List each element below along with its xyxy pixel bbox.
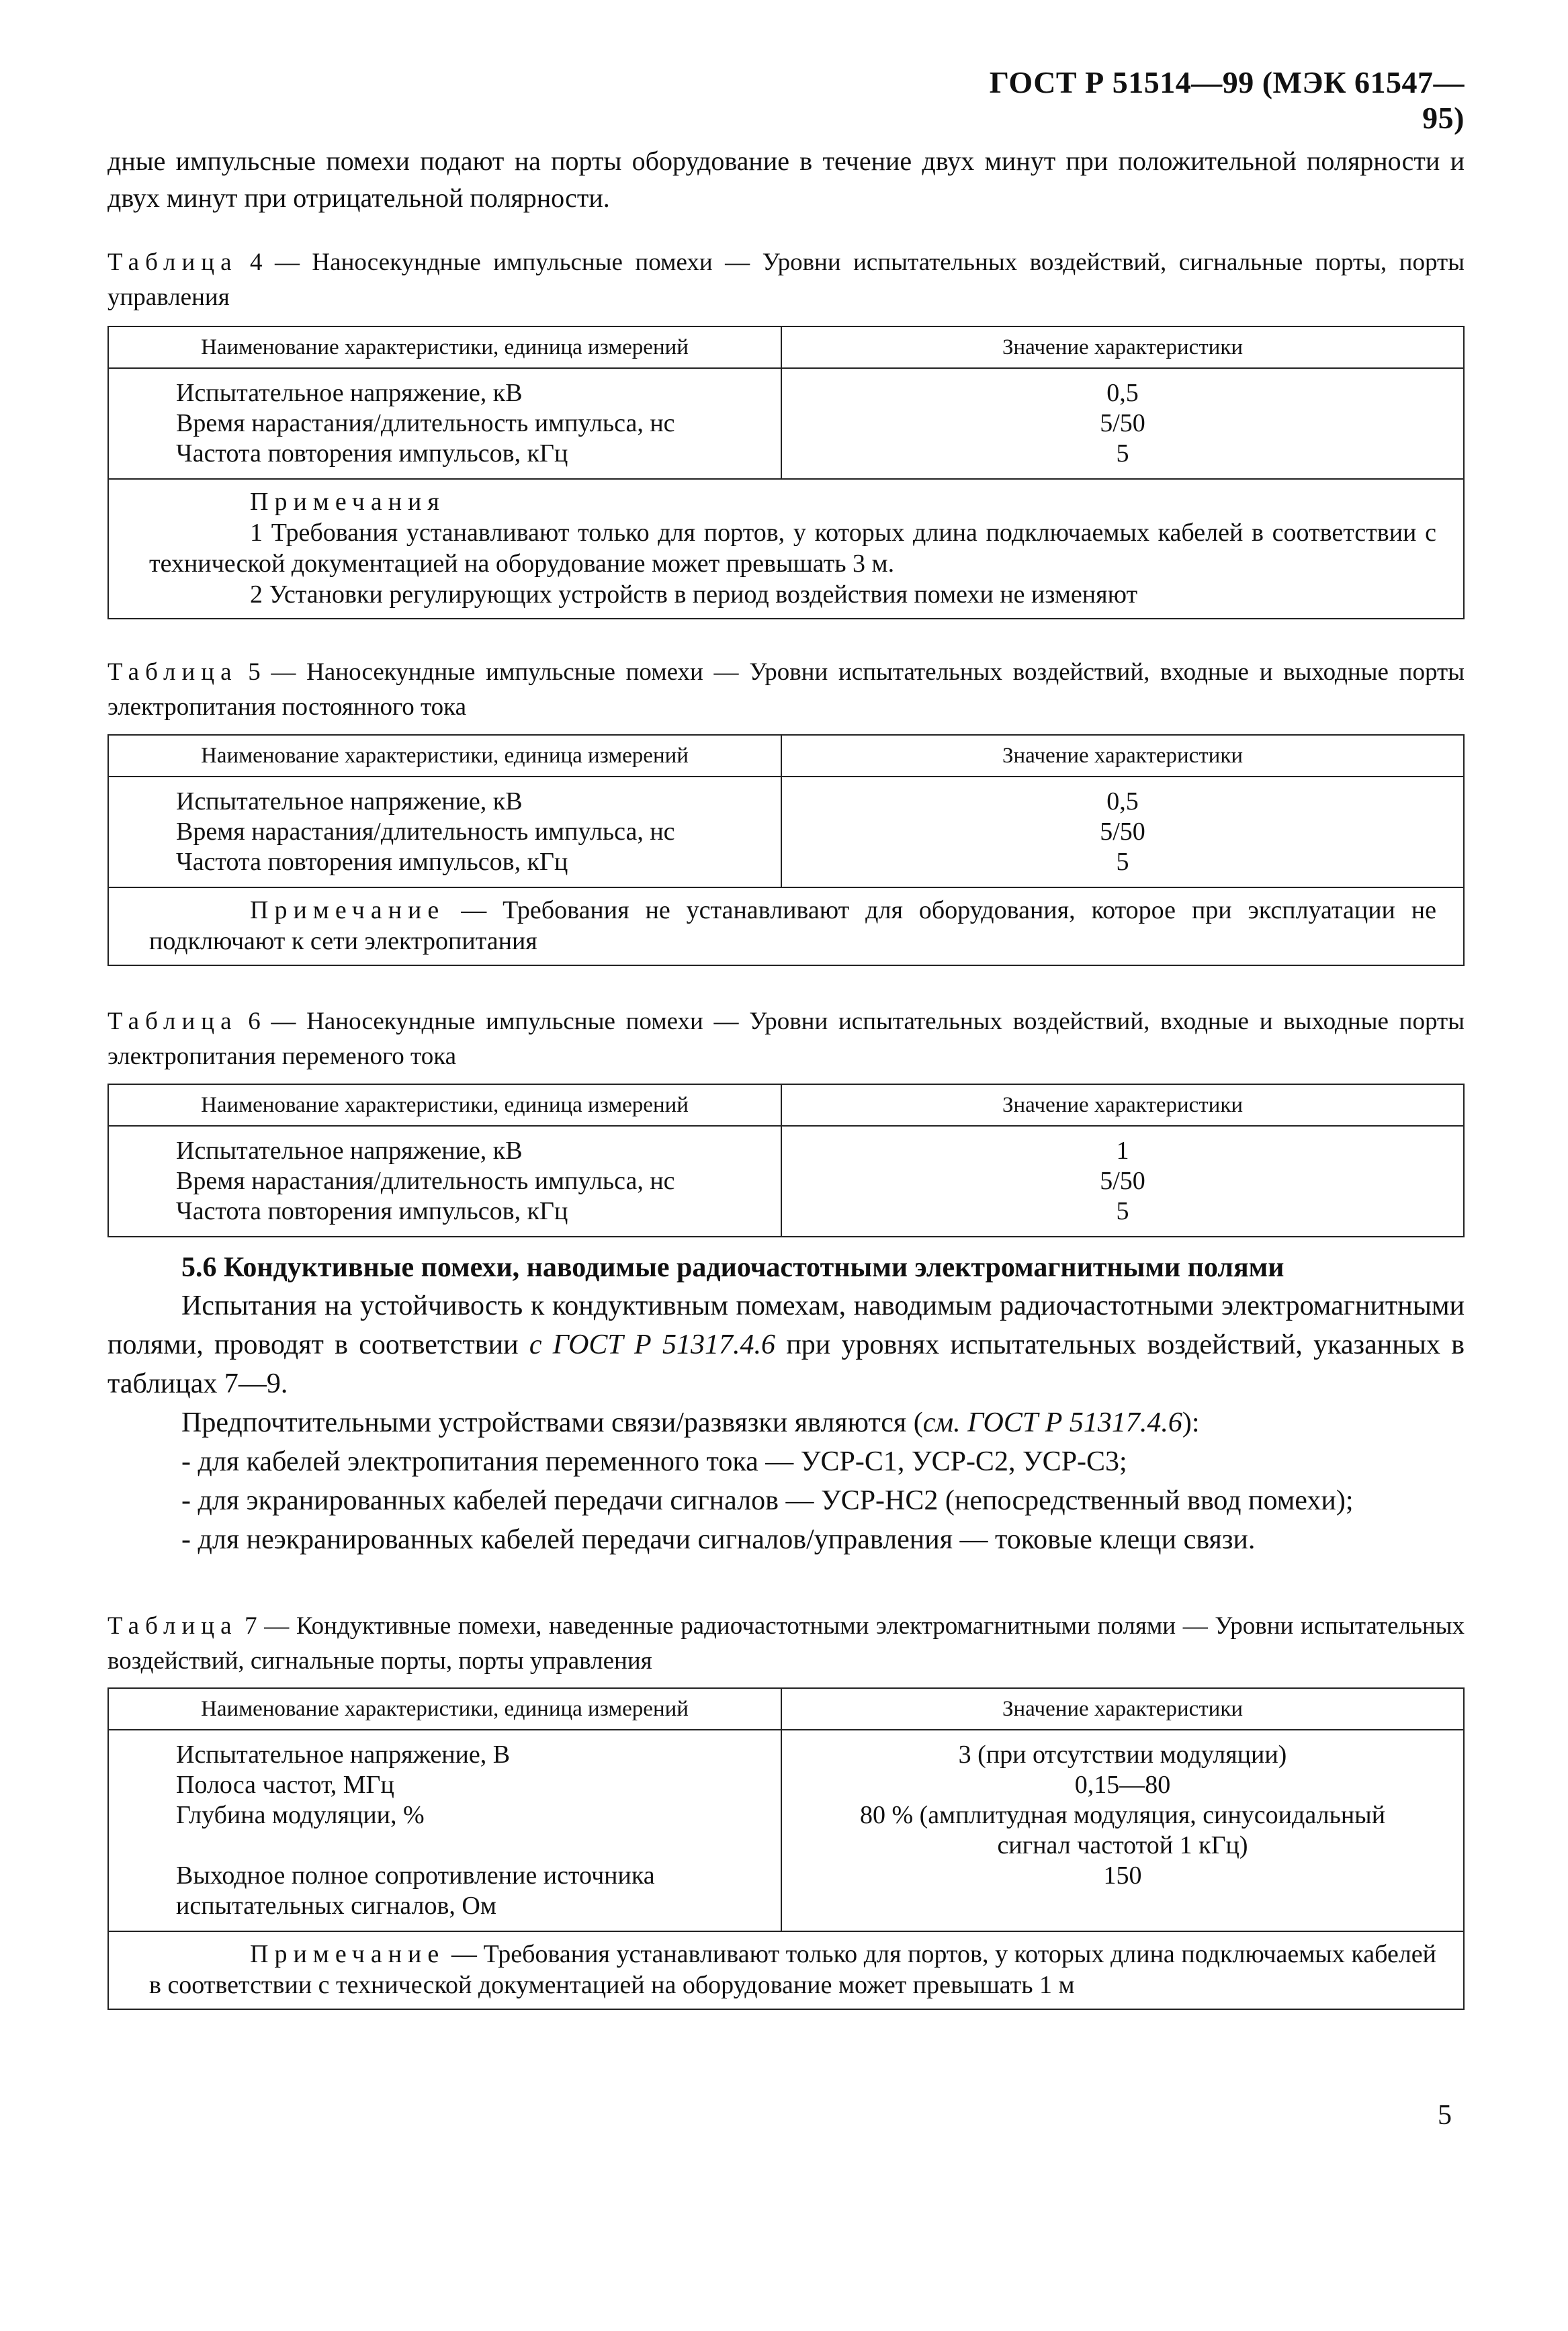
note-label: Примечание: [250, 1940, 445, 1968]
row-value: 5: [1116, 439, 1129, 468]
section-body: [107, 1286, 1465, 1559]
row-value: 80 % (амплитудная модуляция, синусоидальный сигнал частотой 1 кГц): [859, 1801, 1386, 1859]
row-name: Выходное полное сопротивление источника испытательных сигналов, Ом: [176, 1861, 655, 1920]
note-2: 2 Установки регулирующих устройств в период воздействия помехи не изменяют: [250, 580, 1138, 609]
standard-reference: с ГОСТ Р 51317.4.6: [529, 1329, 775, 1360]
names-cell: [108, 1126, 781, 1237]
notes-cell: [108, 479, 1464, 619]
paragraph-text: при уровнях испытательных воздействий, указанных в таблицах 7—9.: [107, 1329, 1465, 1399]
values-cell: [781, 777, 1464, 887]
table-5-caption: [107, 655, 1465, 725]
table-6: [107, 1084, 1465, 1237]
row-name: Испытательное напряжение, кВ: [176, 787, 523, 816]
row-name: Частота повторения импульсов, кГц: [176, 1197, 568, 1225]
row-value: 5/50: [1100, 409, 1145, 437]
row-value: 150: [1103, 1861, 1142, 1890]
table-6-caption: [107, 1004, 1465, 1074]
row-name: Частота повторения импульсов, кГц: [176, 439, 568, 468]
intro-paragraph: дные импульсные помехи подают на порты оборудование в течение двух минут при положительной полярности и двух минут при отрицательной полярности.: [107, 146, 1465, 213]
table-7: [107, 1687, 1465, 2010]
caption-text: 5 — Наносекундные импульсные помехи — Уровни испытательных воздействий, входные и выходные порты электропитания постоянного тока: [107, 658, 1465, 721]
note-text: — Требования не устанавливают для оборудования, которое при эксплуатации не подключают к сети электропитания: [149, 896, 1437, 955]
row-value: 5: [1116, 848, 1129, 876]
row-value: 0,5: [1106, 379, 1139, 407]
row-value: 0,5: [1106, 787, 1139, 816]
note-label: Примечание: [250, 896, 445, 924]
column-header-name: Наименование характеристики, единица измерений: [108, 735, 781, 777]
row-name: Испытательное напряжение, кВ: [176, 1137, 523, 1165]
values-cell: [781, 368, 1464, 479]
caption-label: Таблица: [107, 1612, 238, 1640]
note-cell: [108, 1931, 1464, 2009]
table-5: [107, 734, 1465, 966]
list-item: - для кабелей электропитания переменного тока — УСР-С1, УСР-С2, УСР-С3;: [181, 1446, 1127, 1477]
section-paragraph-2: [107, 1403, 1465, 1442]
row-value: 5/50: [1100, 818, 1145, 846]
caption-text: 4 — Наносекундные импульсные помехи — Уровни испытательных воздействий, сигнальные порты, порты управления: [107, 249, 1465, 311]
names-cell: [108, 777, 781, 887]
list-item: - для неэкранированных кабелей передачи сигналов/управления — токовые клещи связи.: [181, 1524, 1256, 1555]
row-value: 5/50: [1100, 1167, 1145, 1195]
column-header-name: Наименование характеристики, единица измерений: [108, 1084, 781, 1126]
row-name: Испытательное напряжение, В: [176, 1741, 511, 1769]
column-header-value: Значение характеристики: [781, 326, 1464, 368]
section-title: 5.6 Кондуктивные помехи, наводимые радиочастотными электромагнитными полями: [181, 1252, 1284, 1283]
row-name: Испытательное напряжение, кВ: [176, 379, 523, 407]
table-4-caption: [107, 245, 1465, 315]
document-header: ГОСТ Р 51514—99 (МЭК 61547—95): [989, 65, 1465, 135]
paragraph-text: Предпочтительными устройствами связи/развязки являются (: [181, 1407, 923, 1438]
column-header-name: Наименование характеристики, единица измерений: [108, 1688, 781, 1730]
row-value: 0,15—80: [1074, 1771, 1171, 1799]
paragraph-text: ):: [1182, 1407, 1200, 1438]
column-header-value: Значение характеристики: [781, 1688, 1464, 1730]
table-4: [107, 326, 1465, 619]
note-text: — Требования устанавливают только для портов, у которых длина подключаемых кабелей в соответствии с технической документацией на оборудование может превышать 1 м: [149, 1940, 1436, 1999]
column-header-value: Значение характеристики: [781, 1084, 1464, 1126]
values-cell: [781, 1126, 1464, 1237]
note-cell: [108, 887, 1464, 965]
row-name: Частота повторения импульсов, кГц: [176, 848, 568, 876]
column-header-name: Наименование характеристики, единица измерений: [108, 326, 781, 368]
caption-text: 6 — Наносекундные импульсные помехи — Уровни испытательных воздействий, входные и выходные порты электропитания переменого тока: [107, 1008, 1465, 1070]
table-7-caption: [107, 1609, 1465, 1679]
row-value: 3 (при отсутствии модуляции): [958, 1741, 1287, 1769]
caption-label: Таблица: [107, 1008, 238, 1035]
names-cell: [108, 1730, 781, 1931]
column-header-value: Значение характеристики: [781, 735, 1464, 777]
row-name: Время нарастания/длительность импульса, нс: [176, 1167, 675, 1195]
page-number: 5: [1438, 2100, 1452, 2131]
standard-reference: см. ГОСТ Р 51317.4.6: [922, 1407, 1182, 1438]
caption-label: Таблица: [107, 249, 238, 276]
list-item: - для экранированных кабелей передачи сигналов — УСР-НС2 (непосредственный ввод помехи);: [181, 1485, 1354, 1516]
row-name: Время нарастания/длительность импульса, нс: [176, 818, 675, 846]
values-cell: [781, 1730, 1464, 1931]
row-name: Глубина модуляции, %: [176, 1801, 425, 1829]
row-value: 1: [1116, 1137, 1129, 1165]
names-cell: [108, 368, 781, 479]
row-value: 5: [1116, 1197, 1129, 1225]
row-name: Время нарастания/длительность импульса, нс: [176, 409, 675, 437]
note-1: 1 Требования устанавливают только для портов, у которых длина подключаемых кабелей в соответствии с технической документацией на оборудование может превышать 3 м.: [149, 519, 1436, 578]
section-paragraph-1: [107, 1286, 1465, 1403]
caption-text: 7 — Кондуктивные помехи, наведенные радиочастотными электромагнитными полями — Уровни испытательных воздействий, сигнальные порты, порты управления: [107, 1612, 1465, 1675]
paragraph-text: Испытания на устойчивость к кондуктивным помехам, наводимым радиочастотными электромагнитными полями, проводят в соответствии: [107, 1290, 1465, 1360]
row-name: Полоса частот, МГц: [176, 1771, 394, 1799]
notes-heading: Примечания: [250, 488, 445, 516]
caption-label: Таблица: [107, 658, 238, 686]
